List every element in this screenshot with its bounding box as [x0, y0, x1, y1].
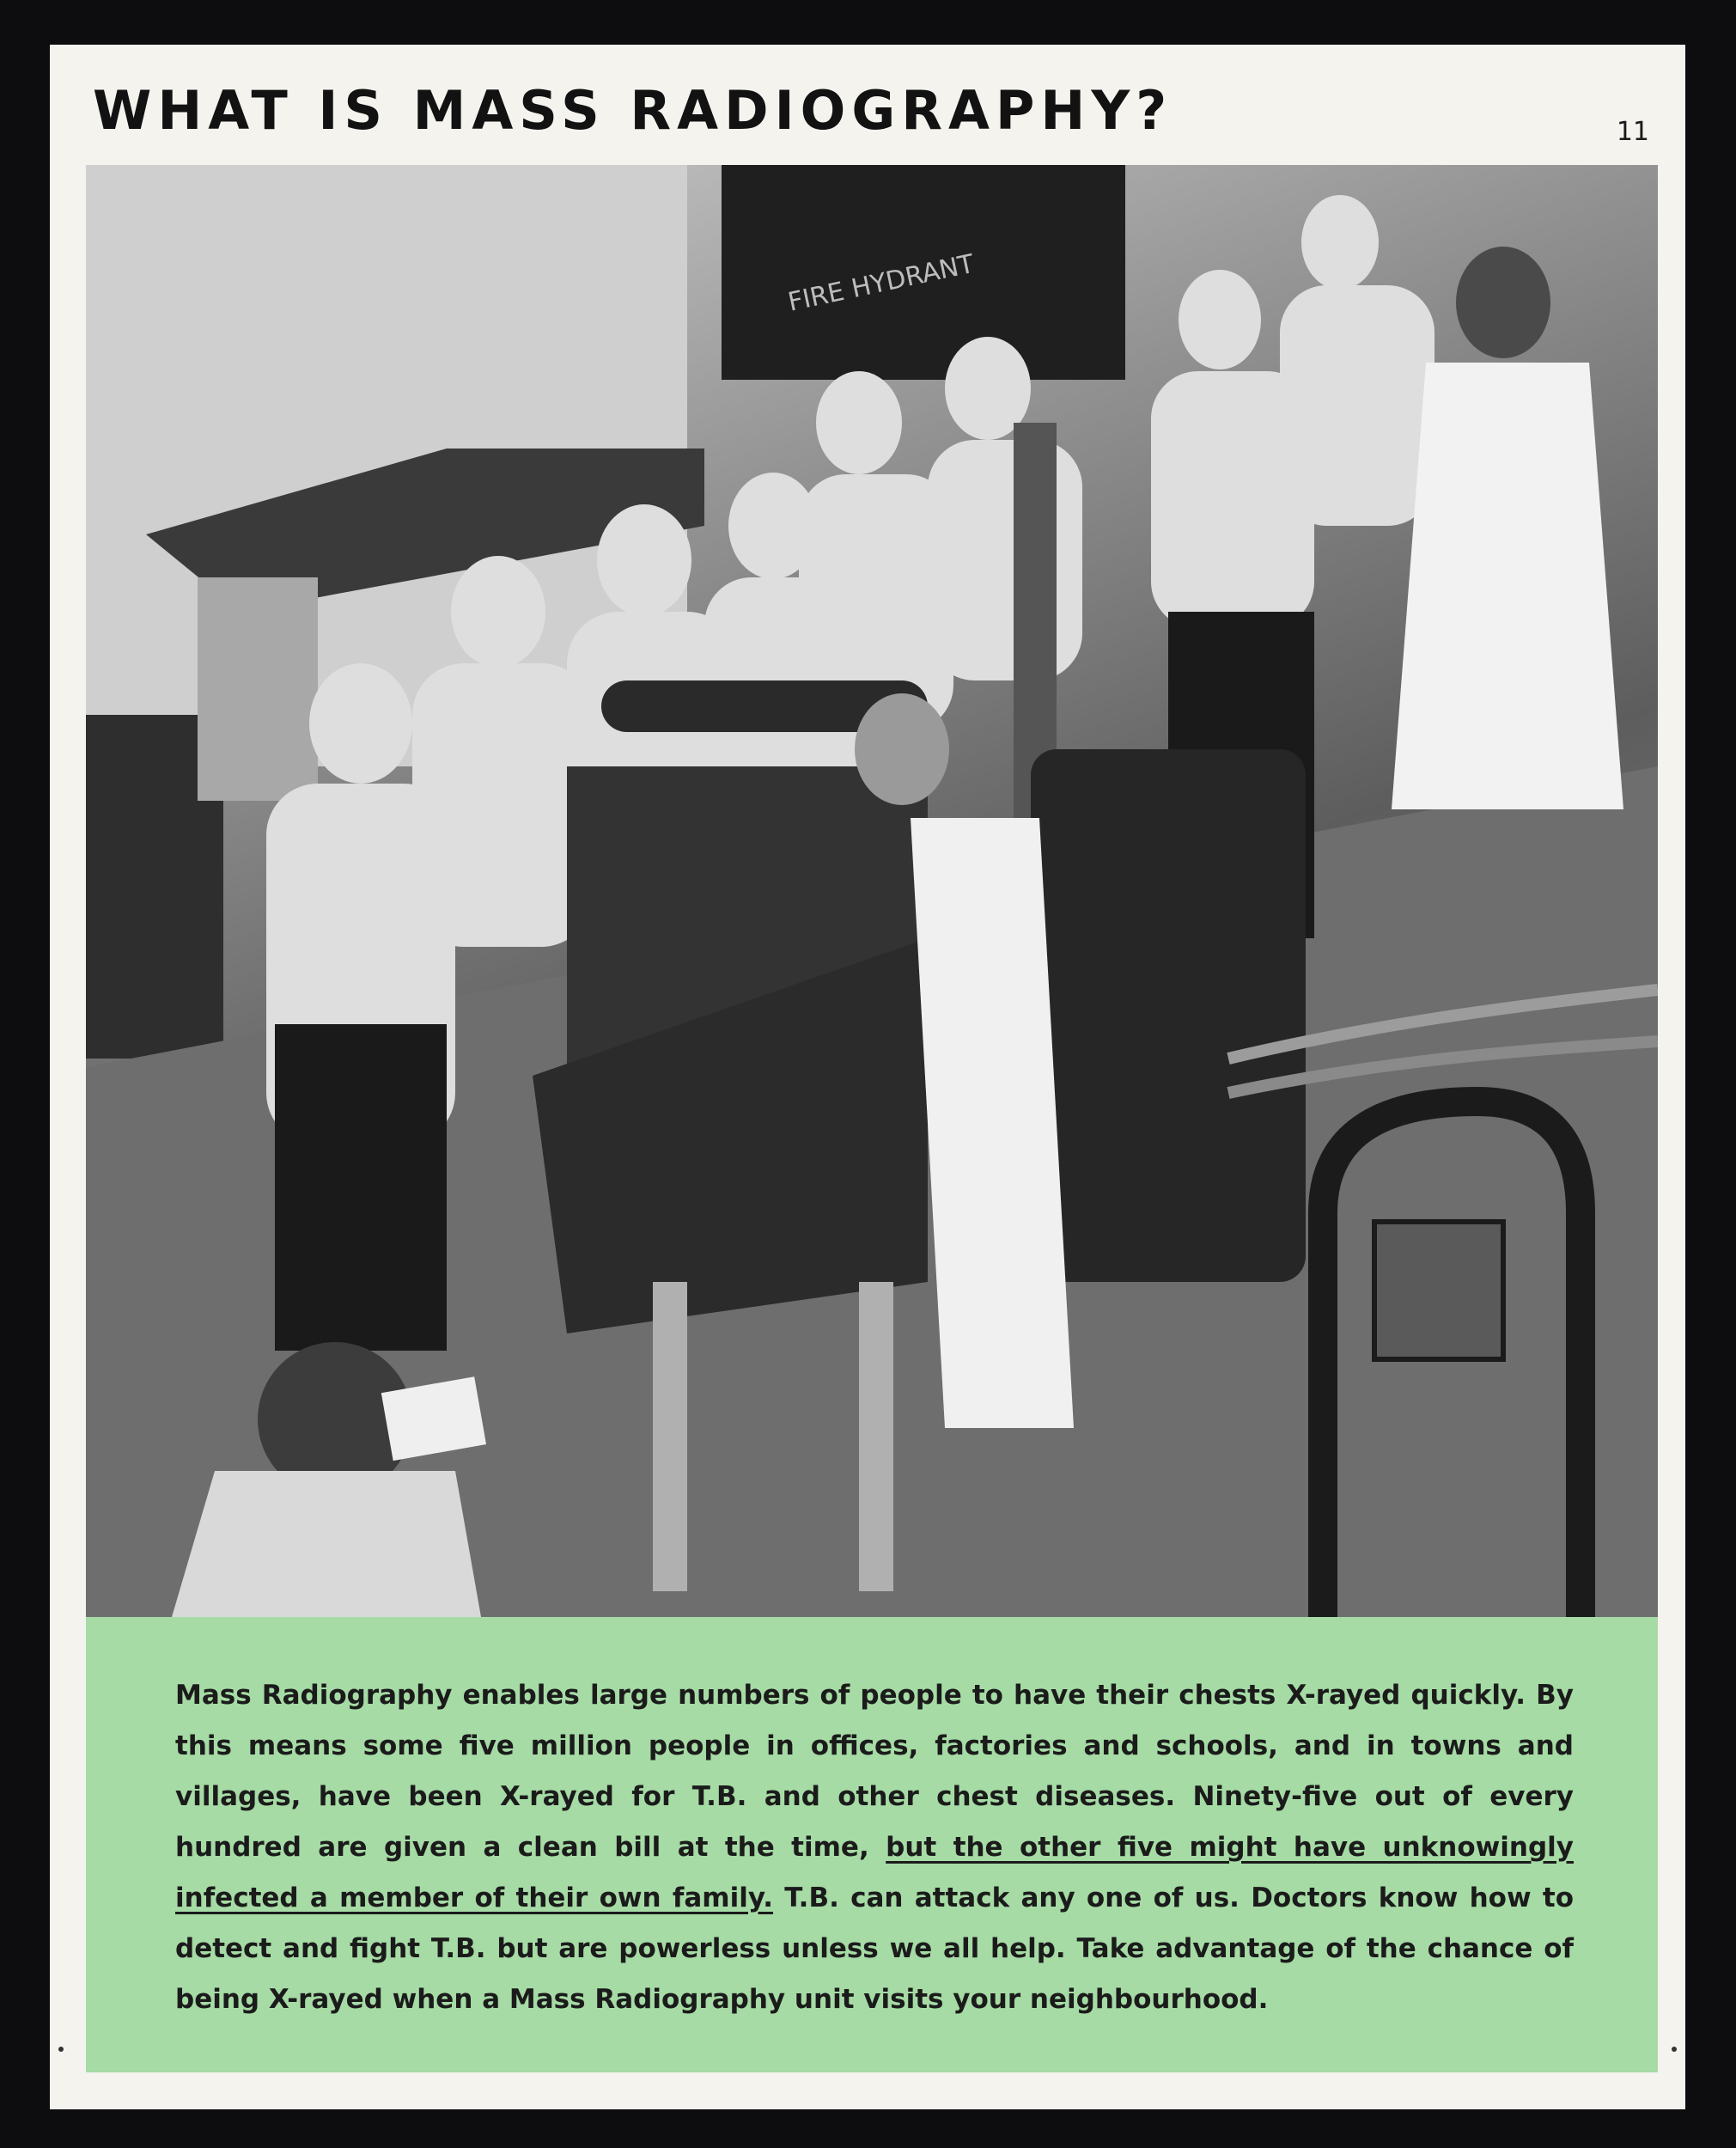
- pin-dot: [1672, 2047, 1677, 2052]
- seated-woman-body: [172, 1471, 481, 1617]
- photograph: [86, 165, 1658, 1617]
- body-text-part-1: Mass Radiography enables large numbers of people to have their chests X-rayed quickly. By this means some five million people in offices, factories and schools, and in towns and villages, have been X-rayed for T.B. and other chest diseases. Ninety-five out of every hundred are given a clean bill at the time,: [175, 1680, 1574, 1863]
- text-panel: [86, 1617, 1658, 2072]
- pin-dot: [58, 2047, 64, 2052]
- body-text-part-2: T.B. can attack any one of us. Doctors know how to detect and fight T.B. but are powerless unless we all help. Take advantage of the chance of being X-rayed when a Mass Radiography unit visits your neighbourhood.: [175, 1883, 1574, 2015]
- radiographer-head: [855, 693, 949, 805]
- photo-illustration: [86, 165, 1658, 1617]
- poster-title: WHAT IS MASS RADIOGRAPHY?: [93, 79, 1173, 142]
- screen-window: [1374, 1222, 1503, 1359]
- body-paragraph: [175, 1670, 1574, 2025]
- page-number: 11: [1616, 117, 1649, 147]
- hydrant-label: FIRE HYDRANT: [785, 248, 978, 318]
- table-leg: [198, 577, 318, 801]
- body-text-underlined: but the other five might have unknowingly infected a member of their own family.: [175, 1832, 1574, 1913]
- poster: [50, 45, 1685, 2109]
- nurse-coat: [1392, 363, 1623, 809]
- title-tab: [50, 45, 1173, 148]
- nurse-head: [1456, 247, 1550, 358]
